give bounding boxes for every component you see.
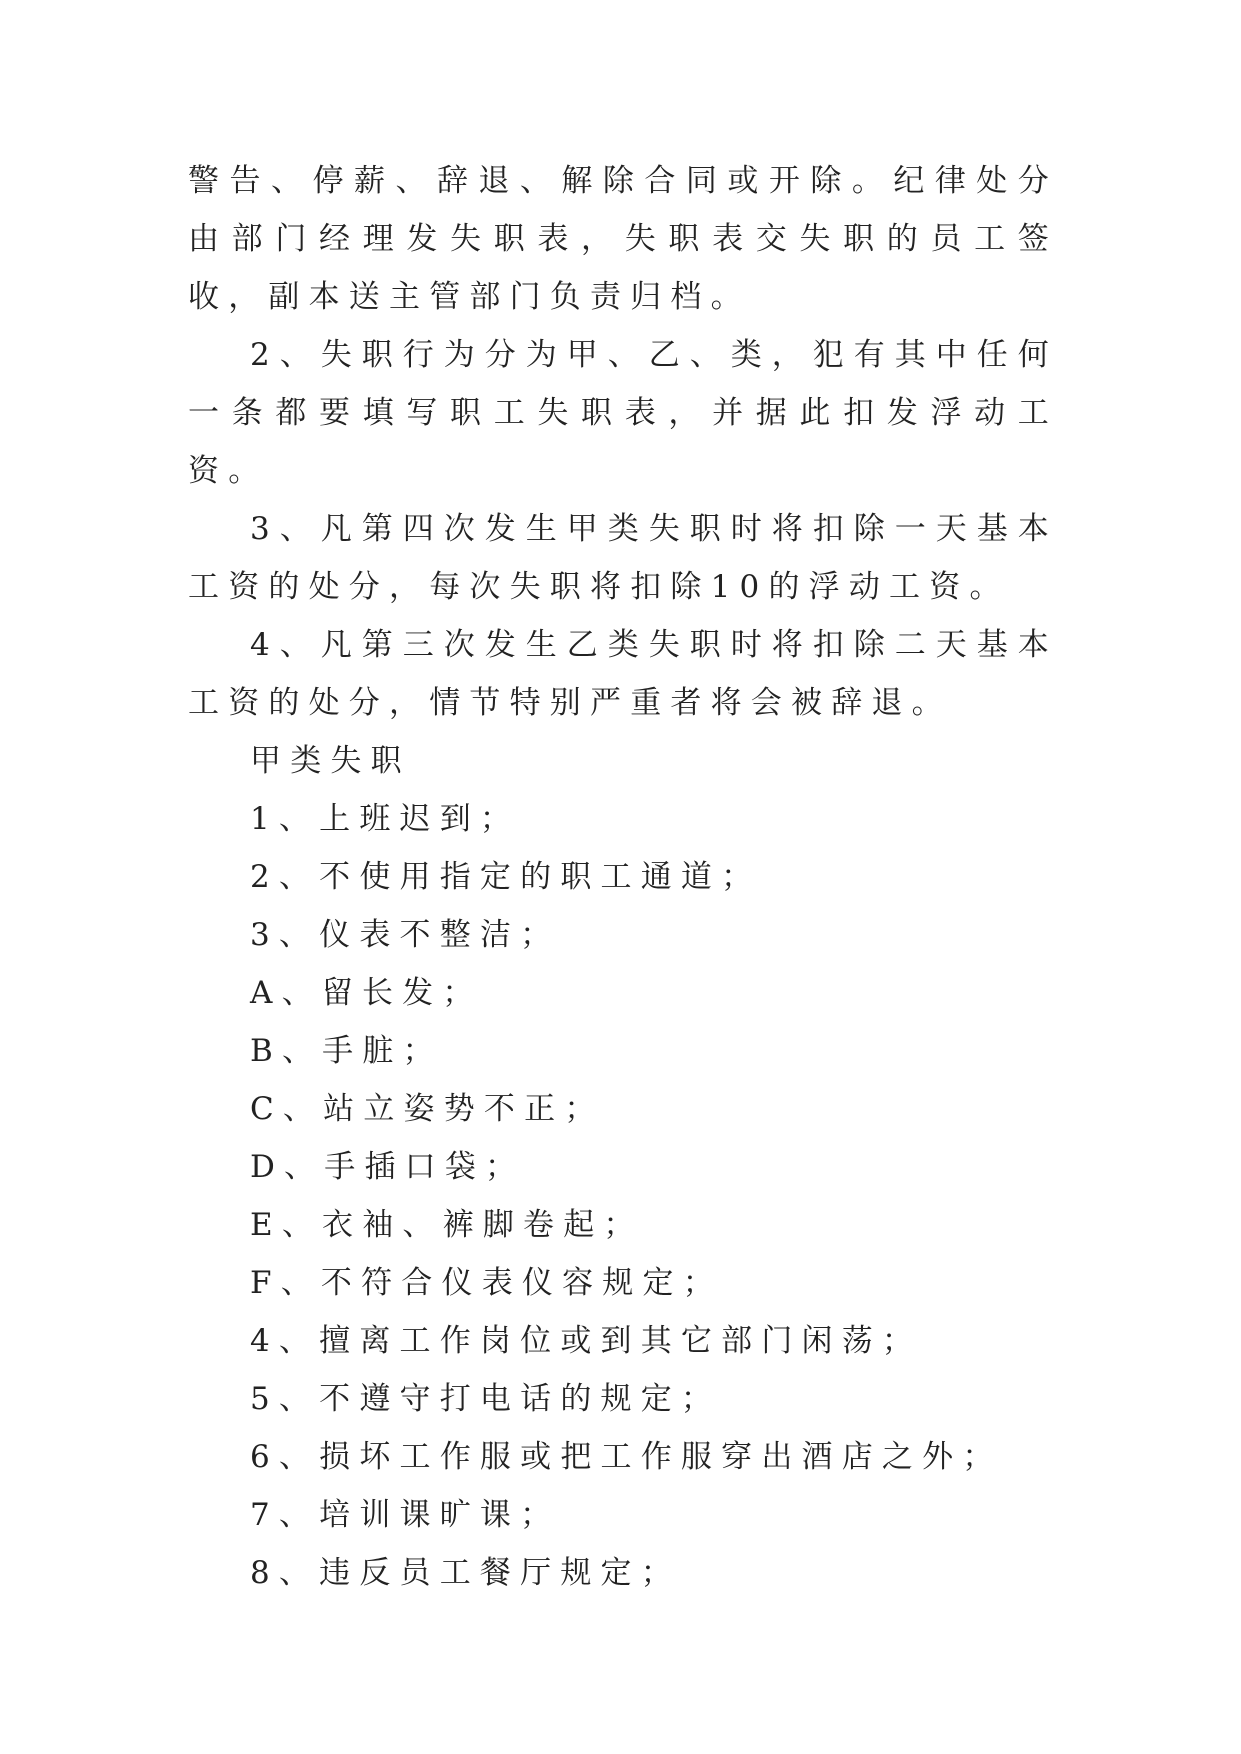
list-item: E、衣袖、裤脚卷起； [250, 1207, 644, 1243]
list-item: 5、不遵守打电话的规定； [250, 1381, 722, 1417]
list-item: 4、擅离工作岗位或到其它部门闲荡； [250, 1323, 923, 1359]
list-item: D、手插口袋； [250, 1149, 526, 1185]
paragraph-rule-2: 2、失职行为分为甲、乙、类，犯有其中任何一条都要填写职工失职表，并据此扣发浮动工资。 [188, 337, 1058, 489]
list-item: 1、上班迟到； [250, 801, 521, 837]
list-item: B、手脏； [250, 1033, 443, 1069]
document-body [188, 152, 1058, 1602]
paragraph-rule-3: 3、凡第四次发生甲类失职时将扣除一天基本工资的处分，每次失职将扣除10的浮动工资。 [188, 511, 1058, 605]
list-item: C、站立姿势不正； [250, 1091, 605, 1127]
list-item: A、留长发； [250, 975, 483, 1011]
paragraph-rule-4: 4、凡第三次发生乙类失职时将扣除二天基本工资的处分，情节特别严重者将会被辞退。 [188, 627, 1058, 721]
list-item: 3、仪表不整洁； [250, 917, 561, 953]
list-item: 7、培训课旷课； [250, 1497, 561, 1533]
list-item: 2、不使用指定的职工通道； [250, 859, 762, 895]
paragraph-discipline-continuation: 警告、停薪、辞退、解除合同或开除。纪律处分由部门经理发失职表，失职表交失职的员工签收，副本送主管部门负责归档。 [188, 163, 1058, 315]
list-item: F、不符合仪表仪容规定； [250, 1265, 723, 1301]
list-item: 6、损坏工作服或把工作服穿出酒店之外； [250, 1439, 1003, 1475]
list-item: 8、违反员工餐厅规定； [250, 1555, 681, 1591]
section-title: 甲类失职 [250, 743, 411, 779]
